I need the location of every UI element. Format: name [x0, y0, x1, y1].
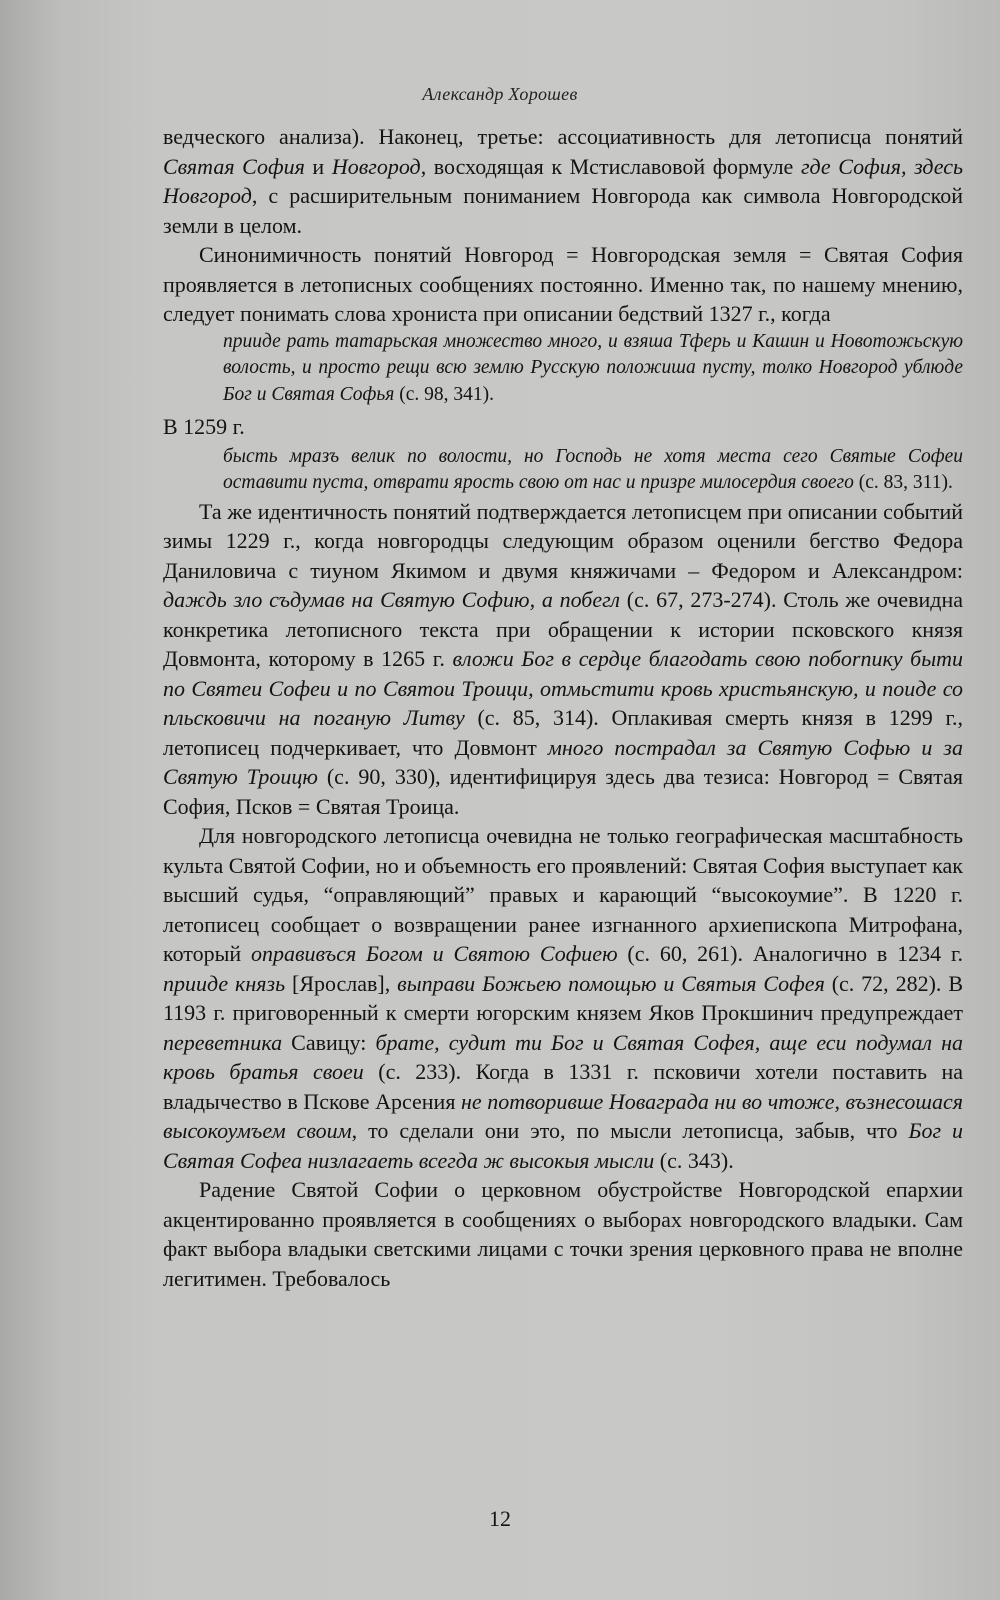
- paragraph-2: Синонимичность понятий Новгород = Новгородская земля = Святая София проявляется в летописных сообщениях постоянно. Именно так, по нашему мнению, следует понимать слова хрониста при описании бедствий 1327 г., когда: [163, 242, 963, 326]
- quote-2: бысть мразъ велик по волости, но Господь не хотя места сего Святые Софеи оставити пуста, отврати ярость свою от нас и призре милосердия своего (с. 83, 311).: [223, 445, 963, 493]
- quote-1: прииде рать татарьская множество много, и взяша Тферь и Кашин и Новотожьскую волость, и просто рещи всю землю Русскую положиша пусту, толко Новгород ублюде Бог и Святая Софья (с. 98, 341).: [223, 330, 963, 405]
- running-head: Александр Хорошев: [422, 84, 578, 104]
- page-number: 12: [489, 1506, 511, 1531]
- paragraph-4: Для новгородского летописца очевидна не только географическая масштабность культа Святой Софии, но и объемность его проявлений: Святая София выступает как высший судья, “оправляющий” правых и карающий “высокоумие”. В 1220 г. летописец сообщает о возвращении ранее изгнанного архиепископа Митрофана, который оправивъся Богом и Святою Софиею (с. 60, 261). Аналогично в 1234 г. прииде князь [Ярослав], выправи Божьею помощью и Святыя Софея (с. 72, 282). В 1193 г. приговоренный к смерти югорским князем Яков Прокшинич предупреждает переветника Савицу: брате, судит ти Бог и Святая Софея, аще еси подумал на кровь братья своеи (с. 233). Когда в 1331 г. псковичи хотели поставить на владычество в Пскове Арсения не потворивше Новаграда ни во чтоже, възнесошася высокоумъем своим, то сделали они это, по мысли летописца, забыв, что Бог и Святая Софеа низлагаеть всегда ж высокыя мысли (с. 343).: [163, 823, 963, 1173]
- paragraph-1: ведческого анализа). Наконец, третье: ассоциативность для летописца понятий Святая София и Новгород, восходящая к Мстиславовой формуле где София, здесь Новгород, с расширительным пониманием Новгорода как символа Новгородской земли в целом.: [163, 124, 964, 238]
- paragraph-5: Радение Святой Софии о церковном обустройстве Новгородской епархии акцентированно проявляется в сообщениях о выборах новгородского владыки. Сам факт выбора владыки светскими лицами с точки зрения церковного права не вполне легитимен. Требовалось: [163, 1177, 963, 1291]
- body-text: [163, 122, 963, 1293]
- year-1259: В 1259 г.: [163, 414, 245, 439]
- paragraph-3: Та же идентичность понятий подтверждается летописцем при описании событий зимы 1229 г., когда новгородцы следующим образом оценили бегство Федора Даниловича с тиуном Якимом и двумя княжичами – Федором и Александром: даждь зло съдумав на Святую Софию, а побегл (с. 67, 273-274). Столь же очевидна конкретика летописного текста при обращении к истории псковского князя Довмонта, которому в 1265 г. вложи Бог в сердце благодать свою побornику быти по Святеи Софеи и по Святои Троици, отмьстити кровь христьянскую, и поиде со пльсковичи на поганую Литву (с. 85, 314). Оплакивая смерть князя в 1299 г., летописец подчеркивает, что Довмонт много пострадал за Святую Софью и за Святую Троицю (с. 90, 330), идентифицируя здесь два тезиса: Новгород = Святая София, Псков = Святая Троица.: [163, 498, 963, 819]
